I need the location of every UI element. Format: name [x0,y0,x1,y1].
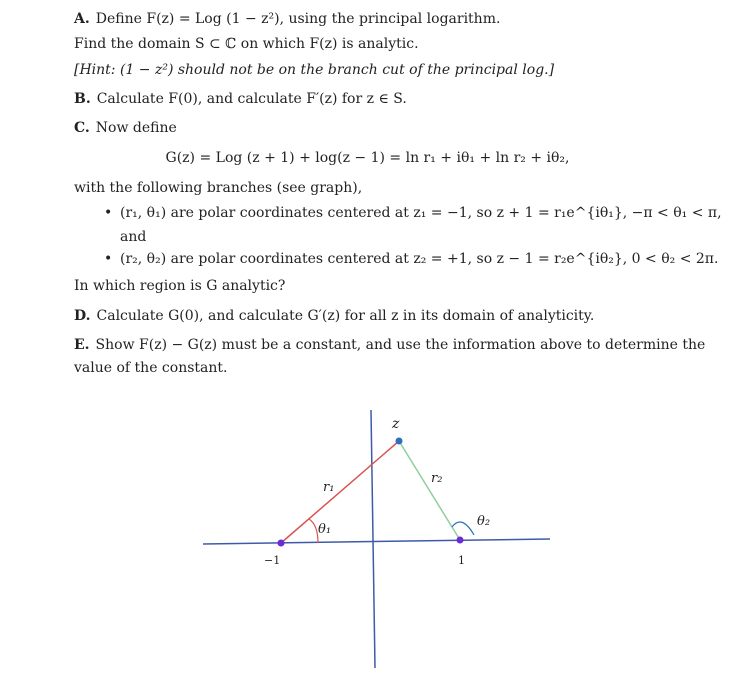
label-minus-1: −1 [264,554,281,567]
bullet-dot-1: • [104,205,113,221]
part-e-label: E. [74,337,90,353]
r2-segment [399,441,460,540]
label-plus-1: 1 [458,554,465,567]
part-a-label: A. [74,11,90,27]
part-c-label: C. [74,120,90,136]
label-r2: r₂ [431,471,443,486]
part-e-text2: value of the constant. [74,360,228,376]
part-c-text: Now define [95,120,177,136]
part-c-equation: G(z) = Log (z + 1) + log(z − 1) = ln r₁ + iθ₁ + ln r₂ + iθ₂, [165,150,570,166]
part-c-bullet2: (r₂, θ₂) are polar coordinates centered at z₂ = +1, so z − 1 = r₂e^{iθ₂}, 0 < θ₂ < 2π. [120,251,719,267]
part-c-bullet1: (r₁, θ₁) are polar coordinates centered at z₁ = −1, so z + 1 = r₁e^{iθ₁}, −π < θ₁ < π, [120,205,722,221]
point-z [396,438,403,445]
point-plus-1 [457,537,464,544]
real-axis [203,539,550,544]
label-z: z [392,416,400,432]
part-c-and: and [120,229,147,245]
part-c-intro: with the following branches (see graph), [74,180,363,196]
label-r1: r₁ [323,480,335,495]
label-theta2: θ₂ [477,514,491,529]
label-theta1: θ₁ [318,522,332,537]
part-b-label: B. [74,91,91,107]
part-d-label: D. [74,308,91,324]
part-e-text1: Show F(z) − G(z) must be a constant, and use the information above to determine the [95,337,706,353]
part-c-question: In which region is G analytic? [74,278,286,294]
imaginary-axis [371,410,375,668]
part-a-hint: [Hint: (1 − z²) should not be on the branch cut of the principal log.] [74,62,555,78]
part-b-text: Calculate F(0), and calculate F′(z) for z ∈ S. [96,91,407,107]
bullet-dot-2: • [104,251,113,267]
part-d-text: Calculate G(0), and calculate G′(z) for all z in its domain of analyticity. [96,308,595,324]
theta1-arc [309,519,318,543]
part-a-text1: Define F(z) = Log (1 − z²), using the principal logarithm. [95,11,501,27]
part-a-text2: Find the domain S ⊂ ℂ on which F(z) is analytic. [74,36,419,52]
point-minus-1 [278,540,285,547]
r1-segment [281,441,399,543]
